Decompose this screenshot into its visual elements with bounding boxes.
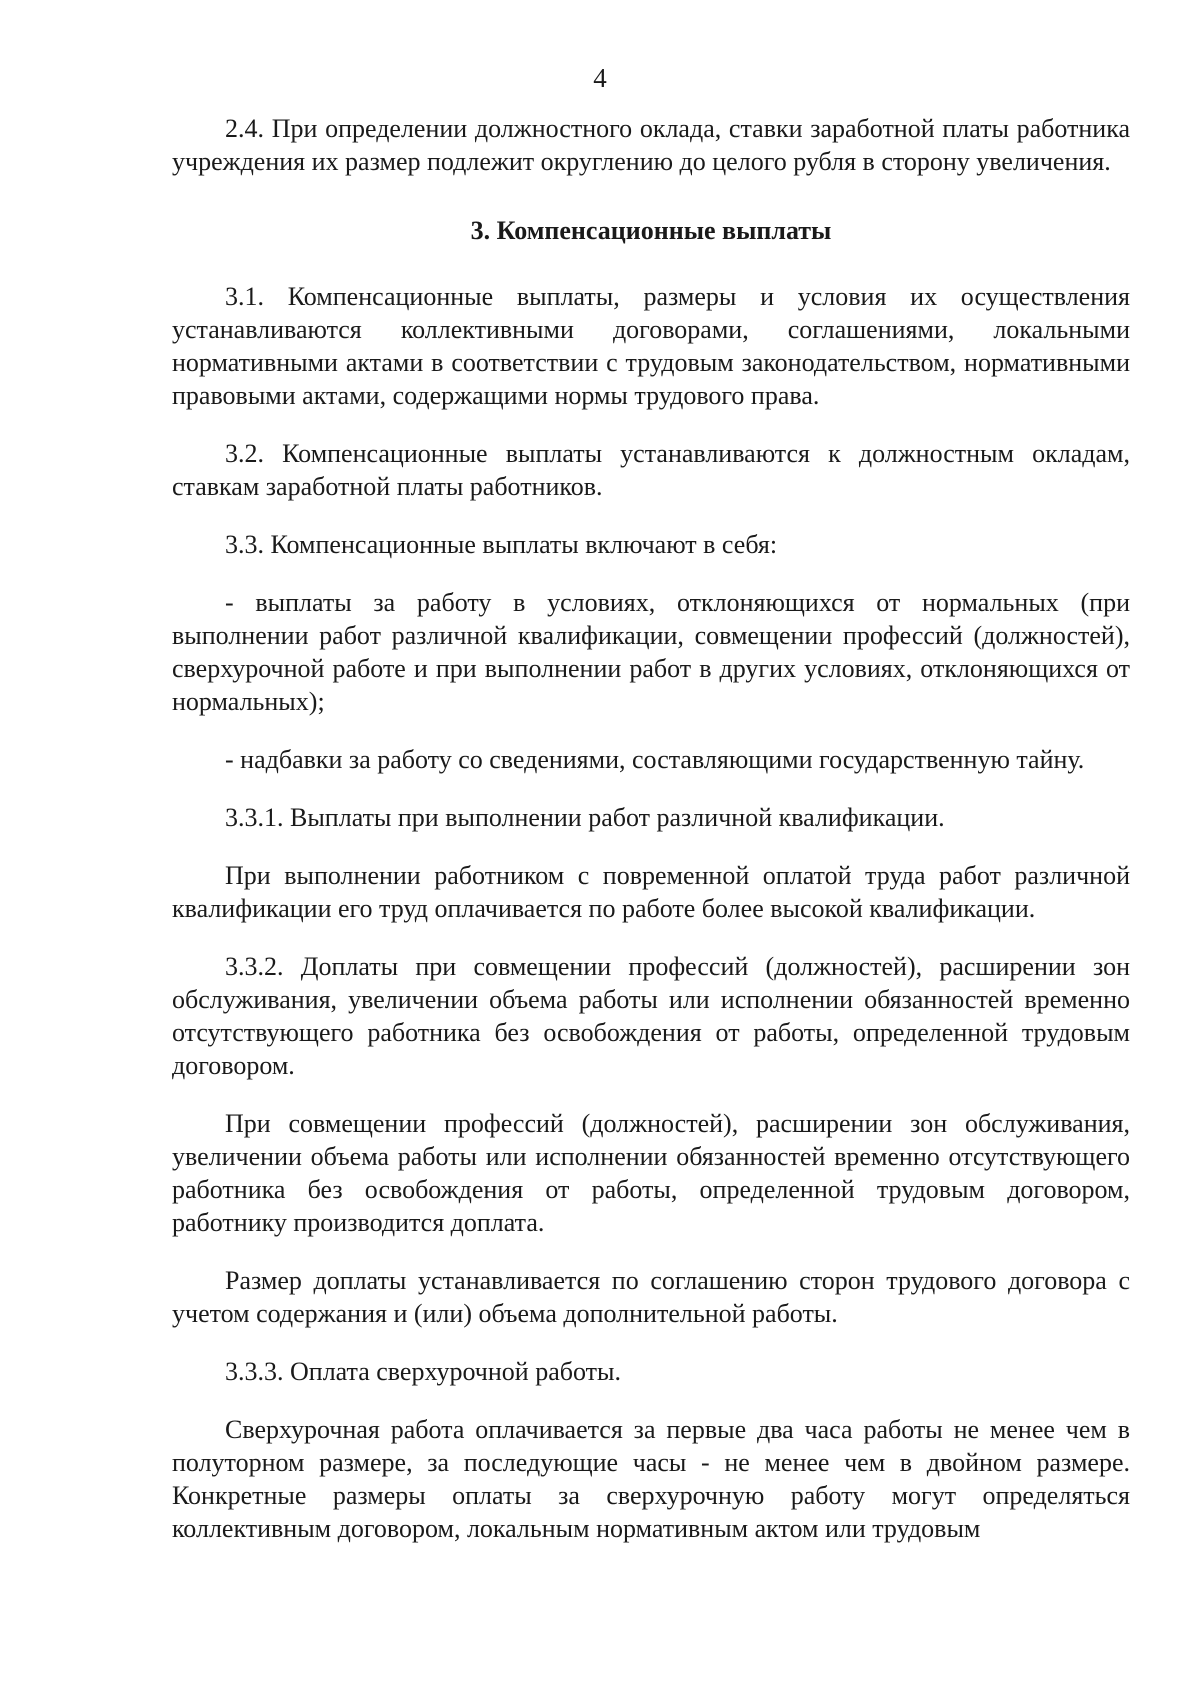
paragraph-3-1: 3.1. Компенсационные выплаты, размеры и условия их осуществления устанавливаются коллективными договорами, соглашениями, локальными нормативными актами в соответствии с трудовым законодательством, нормативными правовыми актами, содержащими нормы трудового права.: [172, 282, 1130, 410]
list-item-overtime-conditions: - выплаты за работу в условиях, отклоняющихся от нормальных (при выполнении работ различной квалификации, совмещении профессий (должностей), сверхурочной работе и при выполнении работ в других условиях, отклоняющихся от нормальных);: [172, 588, 1130, 716]
list-item-state-secret-allowance: - надбавки за работу со сведениями, составляющими государственную тайну.: [225, 745, 1085, 774]
paragraph-3-3-2-size: Размер доплаты устанавливается по соглашению сторон трудового договора с учетом содержания и (или) объема дополнительной работы.: [172, 1266, 1130, 1328]
paragraph-3-3-2: 3.3.2. Доплаты при совмещении профессий (должностей), расширении зон обслуживания, увеличении объема работы или исполнении обязанностей временно отсутствующего работника без освобождения от работы, определенной трудовым договором.: [172, 952, 1130, 1080]
paragraph-2-4: 2.4. При определении должностного оклада, ставки заработной платы работника учреждения их размер подлежит округлению до целого рубля в сторону увеличения.: [172, 114, 1130, 176]
page-number: 4: [593, 63, 607, 93]
paragraph-3-3-3-text: Сверхурочная работа оплачивается за первые два часа работы не менее чем в полуторном размере, за последующие часы - не менее чем в двойном размере. Конкретные размеры оплаты за сверхурочную работу могут определяться коллективным договором, локальным нормативным актом или трудовым: [172, 1415, 1130, 1543]
section-3-heading: 3. Компенсационные выплаты: [470, 216, 832, 245]
paragraph-3-3-1-text: При выполнении работником с повременной оплатой труда работ различной квалификации его труд оплачивается по работе более высокой квалификации.: [172, 861, 1130, 923]
document-body: [172, 112, 1130, 1545]
paragraph-3-3: 3.3. Компенсационные выплаты включают в себя:: [225, 530, 778, 559]
paragraph-3-2: 3.2. Компенсационные выплаты устанавливаются к должностным окладам, ставкам заработной платы работников.: [172, 439, 1130, 501]
paragraph-3-3-1: 3.3.1. Выплаты при выполнении работ различной квалификации.: [225, 803, 945, 832]
paragraph-3-3-3: 3.3.3. Оплата сверхурочной работы.: [225, 1357, 621, 1386]
paragraph-3-3-2-text: При совмещении профессий (должностей), расширении зон обслуживания, увеличении объема работы или исполнении обязанностей временно отсутствующего работника без освобождения от работы, определенной трудовым договором, работнику производится доплата.: [172, 1109, 1130, 1237]
